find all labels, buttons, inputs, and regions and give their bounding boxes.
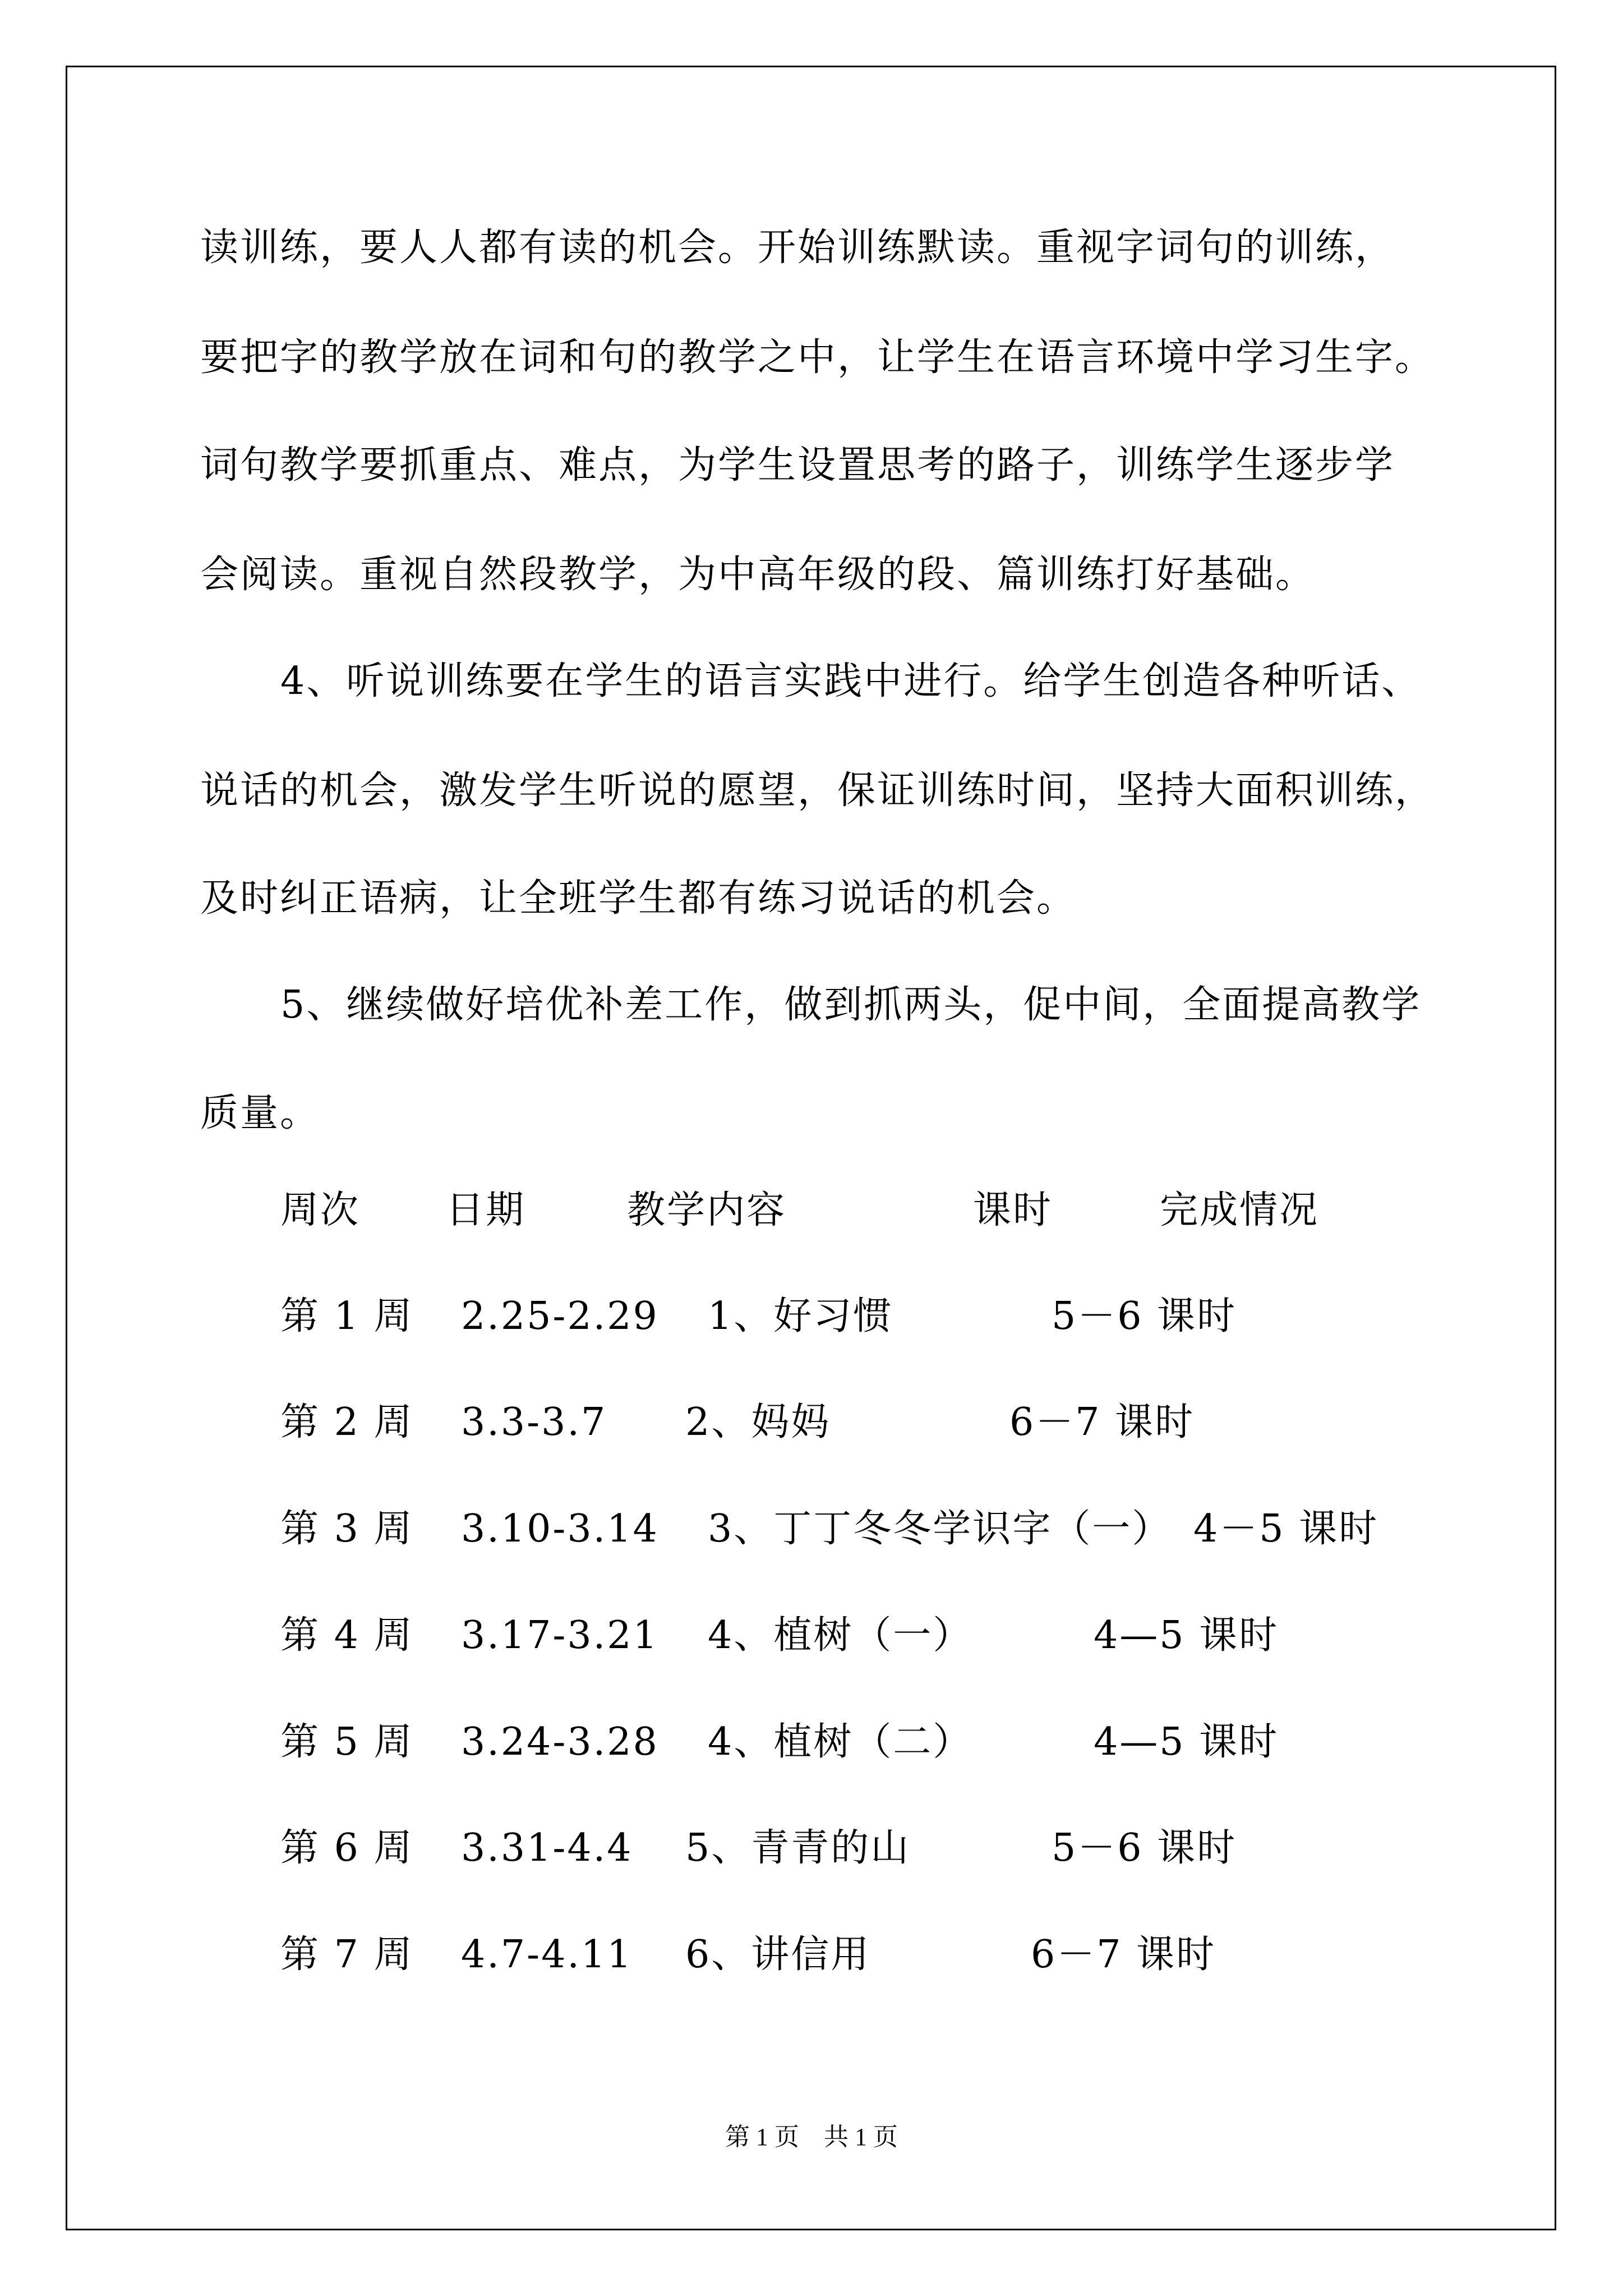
row-hours: 4—5 课时 — [1094, 1720, 1279, 1764]
header-week: 周次 — [280, 1188, 361, 1232]
page-border — [66, 66, 1556, 2230]
row-week: 第 3 周 — [280, 1507, 414, 1551]
row-hours: 6－7 课时 — [1009, 1400, 1195, 1444]
row-content: 4、植树（一） — [708, 1613, 973, 1658]
header-date: 日期 — [446, 1188, 526, 1232]
row-hours: 5－6 课时 — [1052, 1826, 1237, 1870]
row-hours: 4－5 课时 — [1193, 1507, 1379, 1551]
paragraph-line: 及时纠正语病，让全班学生都有练习说话的机会。 — [200, 876, 1077, 921]
row-content: 3、丁丁冬冬学识字（一） — [708, 1507, 1172, 1551]
row-date: 4.7-4.11 — [461, 1932, 633, 1977]
row-hours: 6－7 课时 — [1031, 1932, 1216, 1977]
row-date: 3.17-3.21 — [461, 1613, 659, 1658]
schedule-row — [0, 1400, 1623, 1451]
schedule-row — [0, 1720, 1623, 1770]
row-week: 第 1 周 — [280, 1294, 414, 1338]
paragraph-line: 说话的机会，激发学生听说的愿望，保证训练时间，坚持大面积训练， — [200, 769, 1435, 813]
row-week: 第 7 周 — [280, 1932, 414, 1977]
page-footer: 第 1 页 共 1 页 — [725, 2123, 898, 2151]
row-hours: 5－6 课时 — [1052, 1294, 1237, 1338]
row-content: 5、青青的山 — [685, 1826, 911, 1870]
paragraph-line: 4、听说训练要在学生的语言实践中进行。给学生创造各种听话、 — [280, 659, 1422, 703]
paragraph-line: 读训练，要人人都有读的机会。开始训练默读。重视字词句的训练， — [200, 226, 1395, 270]
paragraph-line: 要把字的教学放在词和句的教学之中，让学生在语言环境中学习生字。 — [200, 335, 1435, 380]
header-content: 教学内容 — [627, 1188, 787, 1232]
row-content: 6、讲信用 — [685, 1932, 871, 1977]
header-hours: 课时 — [973, 1188, 1053, 1232]
paragraph-line: 质量。 — [200, 1091, 320, 1135]
schedule-row — [0, 1932, 1623, 1983]
schedule-header — [0, 1188, 1623, 1239]
row-date: 3.31-4.4 — [461, 1826, 633, 1870]
row-content: 2、妈妈 — [685, 1400, 831, 1444]
row-date: 3.24-3.28 — [461, 1720, 659, 1764]
schedule-row — [0, 1826, 1623, 1876]
row-week: 第 5 周 — [280, 1720, 414, 1764]
row-date: 2.25-2.29 — [461, 1294, 659, 1338]
row-date: 3.10-3.14 — [461, 1507, 659, 1551]
schedule-row — [0, 1294, 1623, 1345]
header-status: 完成情况 — [1160, 1188, 1320, 1232]
paragraph-line: 5、继续做好培优补差工作，做到抓两头，促中间，全面提高教学 — [280, 983, 1422, 1027]
paragraph-line: 会阅读。重视自然段教学，为中高年级的段、篇训练打好基础。 — [200, 553, 1316, 597]
paragraph-line: 词句教学要抓重点、难点，为学生设置思考的路子，训练学生逐步学 — [200, 443, 1395, 487]
row-week: 第 4 周 — [280, 1613, 414, 1658]
row-content: 4、植树（二） — [708, 1720, 973, 1764]
schedule-row — [0, 1613, 1623, 1664]
row-week: 第 2 周 — [280, 1400, 414, 1444]
schedule-row — [0, 1507, 1623, 1557]
row-content: 1、好习惯 — [708, 1294, 893, 1338]
row-date: 3.3-3.7 — [461, 1400, 607, 1444]
row-hours: 4—5 课时 — [1094, 1613, 1279, 1658]
row-week: 第 6 周 — [280, 1826, 414, 1870]
